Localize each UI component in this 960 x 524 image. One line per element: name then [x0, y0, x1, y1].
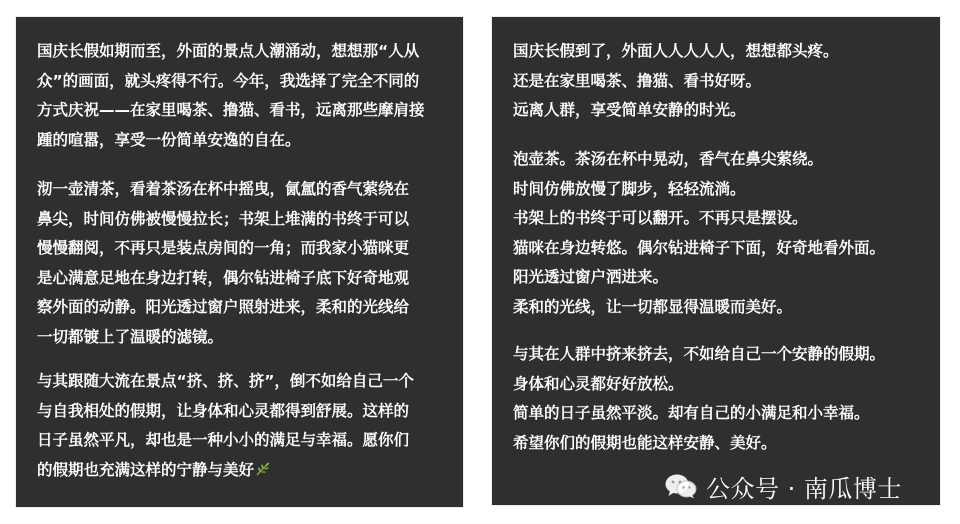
text-line: 众”的画面，就头疼得不行。今年，我选择了完全不同的	[37, 71, 420, 90]
text-line: 日子虽然平凡，却也是一种小小的满足与幸福。愿你们	[37, 431, 410, 449]
left-paragraph-3	[37, 367, 414, 485]
right-text-card	[492, 17, 940, 505]
text-line: 时间仿佛放慢了脚步，轻轻流淌。	[513, 179, 746, 198]
right-paragraph-3	[513, 340, 885, 458]
text-line: 与自我相处的假期，让身体和心灵都得到舒展。这样的	[37, 401, 410, 420]
right-paragraph-1	[513, 37, 839, 126]
text-line: 还是在家里喝茶、撸猫、看书好呀。	[513, 71, 762, 90]
text-line: 与其跟随大流在景点“挤、挤、挤”，倒不如给自己一个	[37, 372, 414, 390]
text-line: 与其在人群中挤来挤去，不如给自己一个安静的假期。	[513, 345, 886, 363]
text-line: 简单的日子虽然平淡。却有自己的小满足和小幸福。	[513, 404, 870, 422]
watermark	[664, 470, 902, 502]
text-line: 希望你们的假期也能这样安静、美好。	[513, 433, 777, 452]
text-line: 猫咪在身边转悠。偶尔钻进椅子下面，好奇地看外面。	[513, 238, 886, 257]
text-line: 踵的喧嚣，享受一份简单安逸的自在。	[37, 130, 301, 149]
text-line: 方式庆祝——在家里喝茶、撸猫、看书，远离那些摩肩接	[37, 101, 425, 119]
right-paragraph-2	[513, 145, 885, 322]
text-line: 沏一壶清茶，看着茶汤在杯中摇曳，氤氲的香气萦绕在	[37, 180, 410, 198]
text-line: 察外面的动静。阳光透过窗户照射进来，柔和的光线给	[37, 298, 410, 316]
text-line: 身体和心灵都好好放松。	[513, 374, 684, 393]
text-line: 柔和的光线，让一切都显得温暖而美好。	[513, 297, 793, 316]
text-line: 国庆长假如期而至，外面的景点人潮涌动，想想那“人从	[37, 42, 420, 60]
text-line: 书架上的书终于可以翻开。不再只是摆设。	[513, 209, 808, 227]
text-line: 鼻尖，时间仿佛被慢慢拉长；书架上堆满的书终于可以	[37, 209, 410, 228]
left-paragraph-1	[37, 37, 425, 155]
text-line: 一切都镀上了温暖的滤镜。	[37, 327, 224, 346]
text-line: 慢慢翻阅，不再只是装点房间的一角；而我家小猫咪更	[37, 239, 410, 257]
text-line: 阳光透过窗户洒进来。	[513, 268, 669, 286]
wechat-icon	[664, 473, 698, 499]
text-line: 远离人群，享受简单安静的时光。	[513, 101, 746, 119]
text-line: 国庆长假到了，外面人人人人人，想想都头疼。	[513, 42, 839, 60]
text-line: 是心满意足地在身边打转，偶尔钻进椅子底下好奇地观	[37, 268, 410, 287]
leaf-icon	[255, 461, 271, 477]
text-line-with-icon	[37, 456, 414, 486]
left-text-card	[16, 17, 463, 507]
watermark-text: 公众号 · 南瓜博士	[706, 474, 902, 503]
text-line: 的假期也充满这样的宁静与美好	[37, 460, 255, 479]
text-line: 泡壶茶。茶汤在杯中晃动，香气在鼻尖萦绕。	[513, 150, 824, 168]
left-paragraph-2	[37, 175, 409, 352]
